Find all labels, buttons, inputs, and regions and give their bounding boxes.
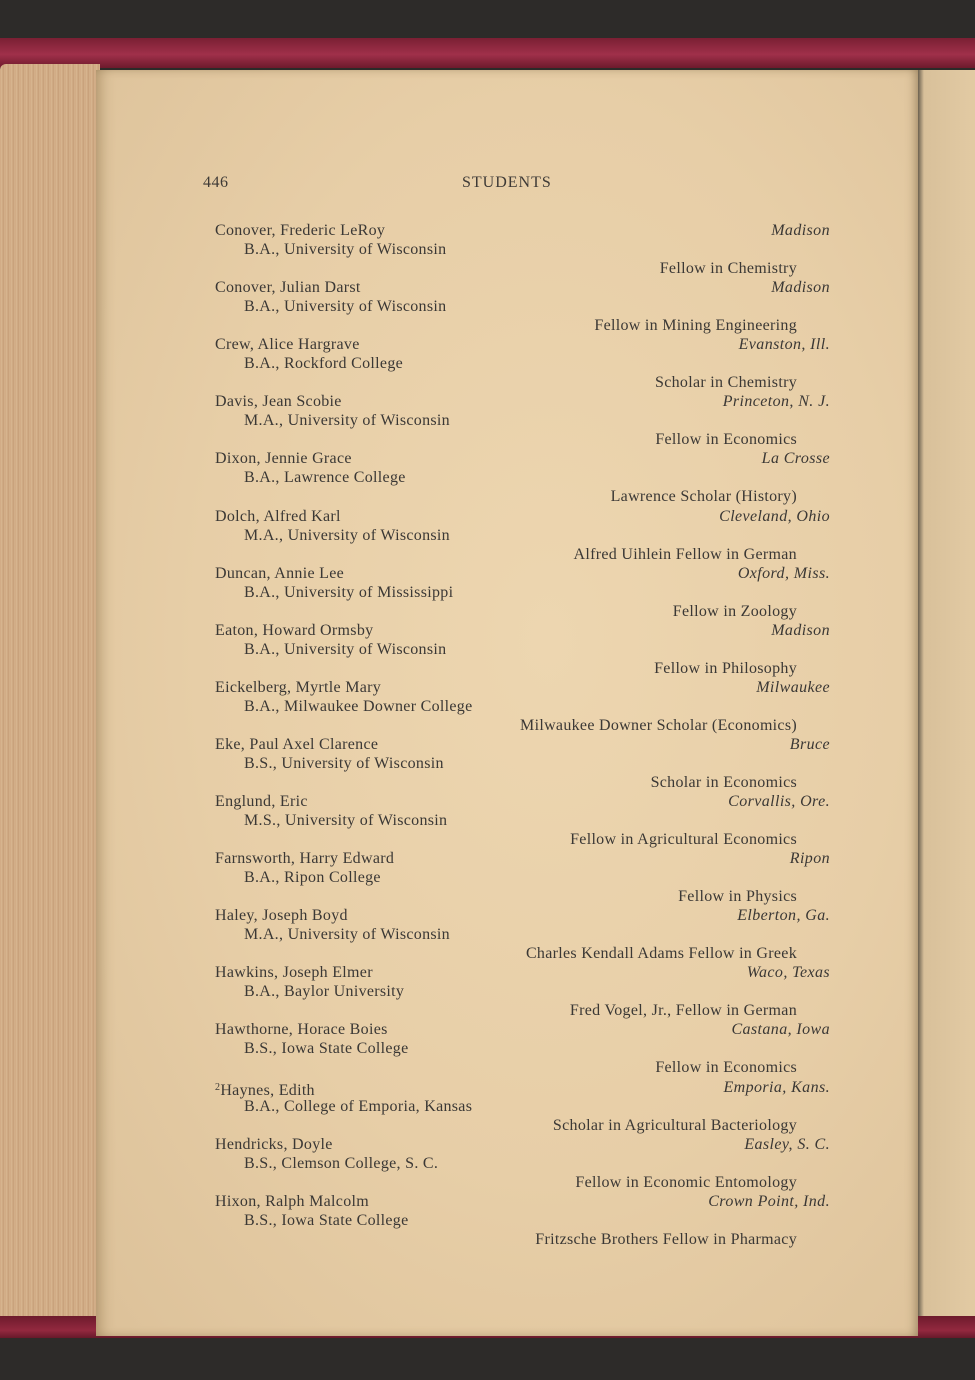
student-entry bbox=[0, 1078, 975, 1135]
student-entry bbox=[0, 564, 975, 621]
student-name bbox=[215, 335, 360, 354]
student-name-text: Hawkins, Joseph Elmer bbox=[215, 964, 373, 982]
student-entry bbox=[0, 849, 975, 906]
degree: B.S., Iowa State College bbox=[244, 1211, 409, 1229]
footnote-marker: 2 bbox=[215, 1081, 221, 1093]
student-entry bbox=[0, 963, 975, 1020]
student-entry bbox=[0, 392, 975, 449]
student-name bbox=[215, 735, 378, 754]
degree: B.A., University of Mississippi bbox=[244, 583, 454, 601]
award: Scholar in Chemistry bbox=[655, 374, 797, 392]
student-name-text: Duncan, Annie Lee bbox=[215, 564, 345, 582]
degree: B.A., University of Wisconsin bbox=[244, 241, 447, 258]
award: Lawrence Scholar (History) bbox=[610, 488, 797, 506]
student-name-text: Farnsworth, Harry Edward bbox=[215, 850, 395, 868]
student-name-text: Eke, Paul Axel Clarence bbox=[215, 735, 379, 753]
student-entry bbox=[0, 335, 975, 392]
award: Fred Vogel, Jr., Fellow in German bbox=[569, 1002, 797, 1020]
student-entry bbox=[0, 621, 975, 678]
degree: M.A., University of Wisconsin bbox=[244, 526, 450, 544]
degree: B.A., University of Wisconsin bbox=[244, 298, 447, 316]
student-name bbox=[215, 278, 361, 297]
hometown: Madison bbox=[771, 279, 830, 297]
degree: B.A., Milwaukee Downer College bbox=[244, 697, 473, 715]
degree: B.S., Iowa State College bbox=[244, 1040, 409, 1058]
award: Fellow in Philosophy bbox=[654, 659, 797, 677]
page-number: 446 bbox=[203, 174, 229, 191]
student-name bbox=[215, 1135, 333, 1154]
student-name-text: Conover, Julian Darst bbox=[215, 279, 361, 297]
hometown: Emporia, Kans. bbox=[723, 1078, 830, 1096]
student-entry bbox=[0, 678, 975, 735]
hometown: Elberton, Ga. bbox=[737, 907, 830, 925]
student-name-text: Hawthorne, Horace Boies bbox=[215, 1021, 388, 1039]
student-name bbox=[215, 621, 373, 640]
degree: M.A., University of Wisconsin bbox=[244, 926, 450, 944]
hometown: Oxford, Miss. bbox=[737, 564, 830, 582]
student-name-text: Hixon, Ralph Malcolm bbox=[215, 1192, 369, 1210]
hometown: Waco, Texas bbox=[746, 964, 830, 982]
student-name-text: Davis, Jean Scobie bbox=[215, 393, 342, 411]
student-entry bbox=[0, 1135, 975, 1192]
award: Fellow in Mining Engineering bbox=[594, 317, 797, 335]
student-name-text: Eickelberg, Myrtle Mary bbox=[215, 678, 382, 696]
degree: B.A., University of Wisconsin bbox=[244, 640, 447, 658]
hometown: Princeton, N. J. bbox=[722, 393, 830, 411]
award: Fellow in Agricultural Economics bbox=[570, 831, 797, 848]
student-name bbox=[215, 392, 342, 411]
student-name bbox=[215, 678, 381, 697]
award: Fellow in Chemistry bbox=[659, 260, 797, 277]
student-name bbox=[215, 221, 385, 240]
student-name-text: Dixon, Jennie Grace bbox=[215, 450, 352, 468]
degree: B.A., Lawrence College bbox=[244, 469, 406, 487]
award: Charles Kendall Adams Fellow in Greek bbox=[525, 945, 797, 963]
hometown: Cleveland, Ohio bbox=[719, 507, 830, 525]
award: Fritzsche Brothers Fellow in Pharmacy bbox=[535, 1230, 797, 1248]
hometown: Castana, Iowa bbox=[731, 1021, 830, 1039]
student-name-text: Englund, Eric bbox=[215, 793, 308, 810]
hometown: Evanston, Ill. bbox=[738, 336, 830, 354]
hometown: La Crosse bbox=[761, 450, 830, 468]
hometown: Ripon bbox=[789, 850, 830, 868]
student-entry bbox=[0, 1020, 975, 1077]
award: Fellow in Economics bbox=[655, 431, 797, 449]
hometown: Bruce bbox=[789, 735, 830, 753]
student-name bbox=[215, 792, 308, 811]
student-name-text: Crew, Alice Hargrave bbox=[215, 336, 360, 354]
student-name bbox=[215, 963, 373, 982]
degree: B.A., Rockford College bbox=[244, 355, 404, 373]
award: Alfred Uihlein Fellow in German bbox=[573, 545, 797, 563]
degree: M.A., University of Wisconsin bbox=[244, 412, 450, 430]
student-name bbox=[215, 1020, 388, 1039]
student-entry bbox=[0, 735, 975, 792]
student-name bbox=[215, 507, 341, 526]
student-name-text: Dolch, Alfred Karl bbox=[215, 507, 341, 525]
hometown: Madison bbox=[771, 621, 830, 639]
award: Milwaukee Downer Scholar (Economics) bbox=[520, 716, 797, 734]
student-name bbox=[215, 1192, 369, 1211]
degree: B.A., Baylor University bbox=[244, 983, 405, 1001]
award: Fellow in Economics bbox=[655, 1059, 797, 1077]
degree: B.S., Clemson College, S. C. bbox=[244, 1154, 439, 1172]
degree: B.A., College of Emporia, Kansas bbox=[244, 1097, 473, 1115]
student-entry bbox=[0, 906, 975, 963]
student-name-text: Haynes, Edith bbox=[220, 1081, 315, 1099]
degree: B.S., University of Wisconsin bbox=[244, 754, 444, 772]
student-name-text: Hendricks, Doyle bbox=[215, 1135, 333, 1153]
degree: M.S., University of Wisconsin bbox=[244, 812, 448, 829]
award: Scholar in Economics bbox=[650, 773, 797, 791]
student-name-text: Eaton, Howard Ormsby bbox=[215, 621, 374, 639]
degree: B.A., Ripon College bbox=[244, 869, 381, 887]
award: Fellow in Physics bbox=[678, 888, 797, 906]
award: Scholar in Agricultural Bacteriology bbox=[552, 1116, 797, 1134]
hometown: Easley, S. C. bbox=[744, 1135, 830, 1153]
student-name bbox=[215, 906, 348, 925]
student-entry bbox=[0, 1192, 975, 1249]
student-entry bbox=[0, 449, 975, 506]
hometown: Crown Point, Ind. bbox=[708, 1192, 830, 1210]
running-head: STUDENTS bbox=[462, 174, 552, 191]
hometown: Madison bbox=[771, 222, 830, 239]
student-name bbox=[215, 849, 394, 868]
award: Fellow in Economic Entomology bbox=[575, 1173, 797, 1191]
student-entry bbox=[0, 278, 975, 335]
hometown: Milwaukee bbox=[756, 678, 830, 696]
student-name-text: Conover, Frederic LeRoy bbox=[215, 222, 386, 239]
hometown: Corvallis, Ore. bbox=[728, 793, 830, 810]
student-name-text: Haley, Joseph Boyd bbox=[215, 907, 348, 925]
student-name bbox=[215, 449, 352, 468]
student-entry bbox=[0, 507, 975, 564]
student-entry bbox=[0, 792, 975, 849]
award: Fellow in Zoology bbox=[672, 602, 797, 620]
student-name bbox=[215, 564, 344, 583]
student-entry bbox=[0, 221, 975, 278]
